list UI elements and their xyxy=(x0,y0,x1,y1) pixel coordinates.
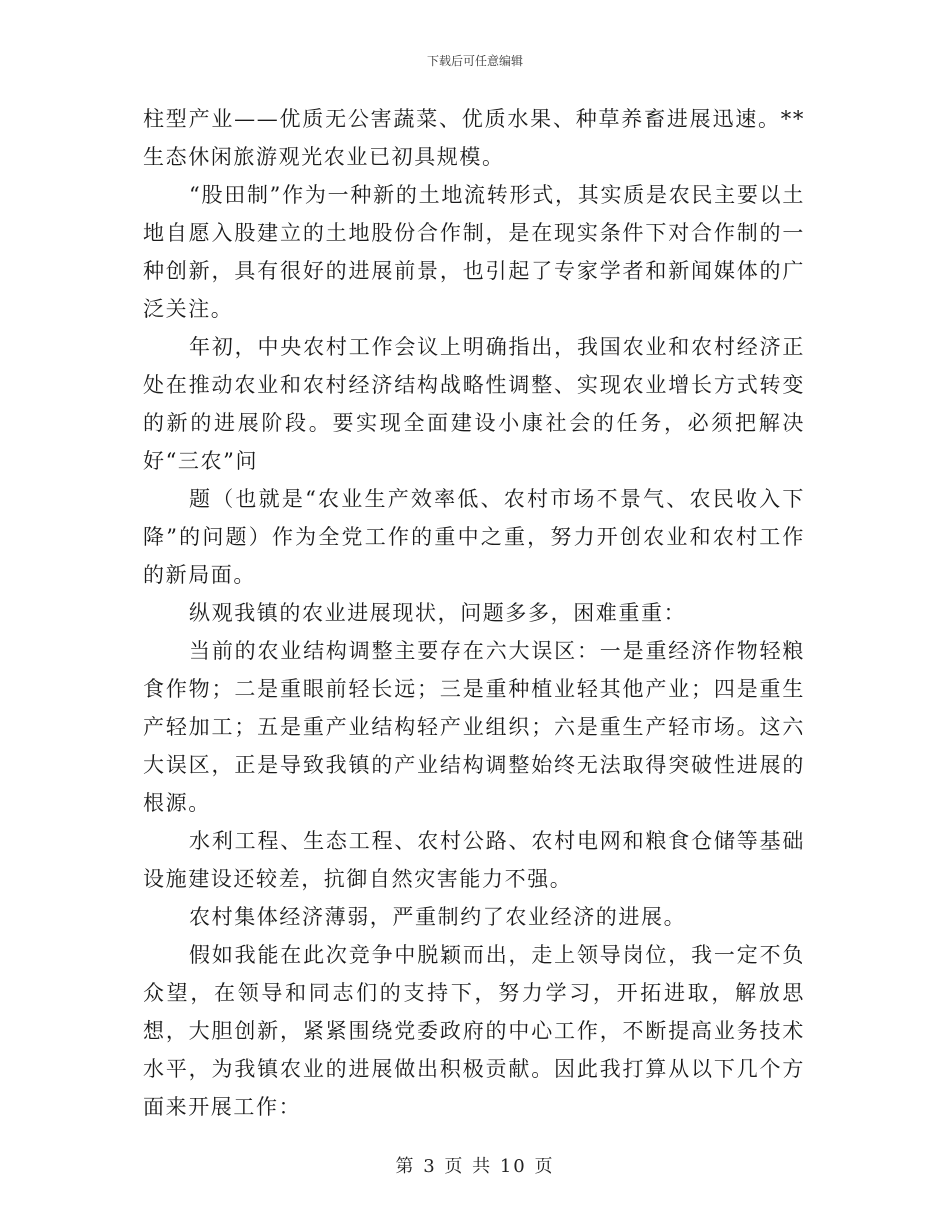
paragraph: 题（也就是“农业生产效率低、农村市场不景气、农民收入下降”的问题）作为全党工作的重中之重，努力开创农业和农村工作的新局面。 xyxy=(143,487,805,587)
paragraph: “股田制”作为一种新的土地流转形式，其实质是农民主要以土地自愿入股建立的土地股份合作制，是在现实条件下对合作制的一种创新，具有很好的进展前景，也引起了专家学者和新闻媒体的广泛关注。 xyxy=(143,183,805,321)
paragraph: 柱型产业——优质无公害蔬菜、优质水果、种草养畜进展迅速。**生态休闲旅游观光农业已初具规模。 xyxy=(143,107,805,169)
document-body xyxy=(143,100,805,1126)
paragraph: 农村集体经济薄弱，严重制约了农业经济的进展。 xyxy=(189,905,687,929)
paragraph: 年初，中央农村工作会议上明确指出，我国农业和农村经济正处在推动农业和农村经济结构战略性调整、实现农业增长方式转变的新的进展阶段。要实现全面建设小康社会的任务，必须把解决好“三农”问 xyxy=(143,335,805,473)
paragraph: 假如我能在此次竞争中脱颖而出，走上领导岗位，我一定不负众望，在领导和同志们的支持下，努力学习，开拓进取，解放思想，大胆创新，紧紧围绕党委政府的中心工作，不断提高业务技术水平，为我镇农业的进展做出积极贡献。因此我打算从以下几个方面来开展工作： xyxy=(143,943,805,1119)
paragraph: 当前的农业结构调整主要存在六大误区：一是重经济作物轻粮食作物；二是重眼前轻长远；三是重种植业轻其他产业；四是重生产轻加工；五是重产业结构轻产业组织；六是重生产轻市场。这六大误区，正是导致我镇的产业结构调整始终无法取得突破性进展的根源。 xyxy=(143,639,805,815)
paragraph: 纵观我镇的农业进展现状，问题多多，困难重重： xyxy=(189,601,687,625)
paragraph: 水利工程、生态工程、农村公路、农村电网和粮食仓储等基础设施建设还较差，抗御自然灾害能力不强。 xyxy=(143,829,805,891)
page-number-footer: 第 3 页 共 10 页 xyxy=(395,1156,555,1177)
page-header: 下载后可任意编辑 xyxy=(426,54,523,68)
